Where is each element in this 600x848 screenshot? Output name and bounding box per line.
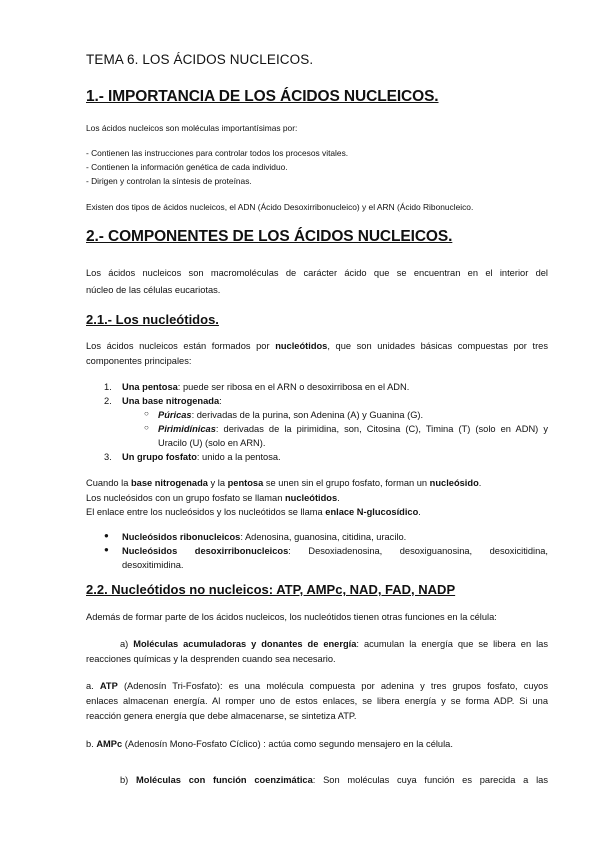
- section-2-1-paragraph-line1: Los ácidos nucleicos están formados por nucleótidos, que son unidades básicas compuestas por tres: [86, 341, 548, 351]
- section-2-paragraph-line2: núcleo de las células eucariotas.: [86, 285, 221, 295]
- section-2-1-paragraph-2: Cuando la base nitrogenada y la pentosa se unen sin el grupo fosfato, forman un nucleósido.: [86, 478, 482, 488]
- section-2-2-paragraph-1: Además de formar parte de los ácidos nucleicos, los nucleótidos tienen otras funciones en la célula:: [86, 612, 497, 622]
- section-2-2-item-a-line1: a) Moléculas acumuladoras y donantes de energía: acumulan la energía que se libera en las: [120, 639, 548, 649]
- list-item: 3. Un grupo fosfato: unido a la pentosa.: [104, 452, 281, 462]
- section-2-2-item-a-line2: reacciones químicas y la desprenden cuando sea necesario.: [86, 654, 336, 664]
- list-item: - Contienen la información genética de cada individuo.: [86, 162, 288, 172]
- section-2-2-heading: 2.2. Nucleótidos no nucleicos: ATP, AMPc, NAD, FAD, NADP: [86, 582, 456, 597]
- section-1-intro: Los ácidos nucleicos son moléculas importantísimas por:: [86, 123, 298, 133]
- section-2-2-atp-line3: reacción genera energía que debe almacenarse, se sintetiza ATP.: [86, 711, 357, 721]
- list-item-continuation: Uracilo (U) (solo en ARN).: [158, 438, 266, 448]
- section-2-1-paragraph-4: El enlace entre los nucleósidos y los nucleótidos se llama enlace N-glucosídico.: [86, 507, 421, 517]
- list-item: 1. Una pentosa: puede ser ribosa en el ARN o desoxirribosa en el ADN.: [104, 382, 410, 392]
- section-2-1-paragraph-line2: componentes principales:: [86, 356, 192, 366]
- section-2-heading: 2.- COMPONENTES DE LOS ÁCIDOS NUCLEICOS.: [86, 228, 453, 245]
- section-2-2-ampc: b. AMPc (Adenosín Mono-Fosfato Cíclico) : actúa como segundo mensajero en la célula.: [86, 739, 453, 749]
- section-2-1-heading: 2.1.- Los nucleótidos.: [86, 312, 219, 327]
- list-item: - Contienen las instrucciones para controlar todos los procesos vitales.: [86, 148, 349, 158]
- section-1-types: Existen dos tipos de ácidos nucleicos, el ADN (Ácido Desoxirribonucleico) y el ARN (Ácido Ribonucleico.: [86, 202, 474, 212]
- list-item: Púricas: derivadas de la purina, son Adenina (A) y Guanina (G).: [158, 410, 424, 420]
- section-1-heading: 1.- IMPORTANCIA DE LOS ÁCIDOS NUCLEICOS.: [86, 88, 439, 105]
- bullet-icon: ●: [104, 545, 109, 554]
- page-title: TEMA 6. LOS ÁCIDOS NUCLEICOS.: [86, 52, 314, 67]
- list-item-continuation: desoxitimidina.: [122, 560, 184, 570]
- list-item: 2. Una base nitrogenada:: [104, 396, 222, 406]
- list-item: Pirimidínicas: derivadas de la pirimidina, son, Citosina (C), Timina (T) (solo en ADN) y: [158, 424, 548, 434]
- bullet-icon: ●: [104, 531, 109, 540]
- section-2-paragraph-line1: Los ácidos nucleicos son macromoléculas de carácter ácido que se encuentran en el interior del: [86, 268, 548, 278]
- circle-bullet-icon: ○: [144, 423, 149, 432]
- list-item: Nucleósidos ribonucleicos: Adenosina, guanosina, citidina, uracilo.: [122, 532, 407, 542]
- section-2-2-atp-line1: a. ATP (Adenosín Tri-Fosfato): es una molécula compuesta por adenina y tres grupos fosfato, cuyos: [86, 681, 548, 691]
- list-item: - Dirigen y controlan la síntesis de proteínas.: [86, 176, 252, 186]
- circle-bullet-icon: ○: [144, 409, 149, 418]
- section-2-2-atp-line2: enlaces almacenan energía. Al romper uno de estos enlaces, se libera energía y se forma ADP. Si una: [86, 696, 548, 706]
- list-item: Nucleósidos desoxirribonucleicos: Desoxiadenosina, desoxiguanosina, desoxicitidina,: [122, 546, 548, 556]
- section-2-1-paragraph-3: Los nucleósidos con un grupo fosfato se llaman nucleótidos.: [86, 493, 340, 503]
- section-2-2-item-b-line1: b) Moléculas con función coenzimática: Son moléculas cuya función es parecida a las: [120, 775, 548, 785]
